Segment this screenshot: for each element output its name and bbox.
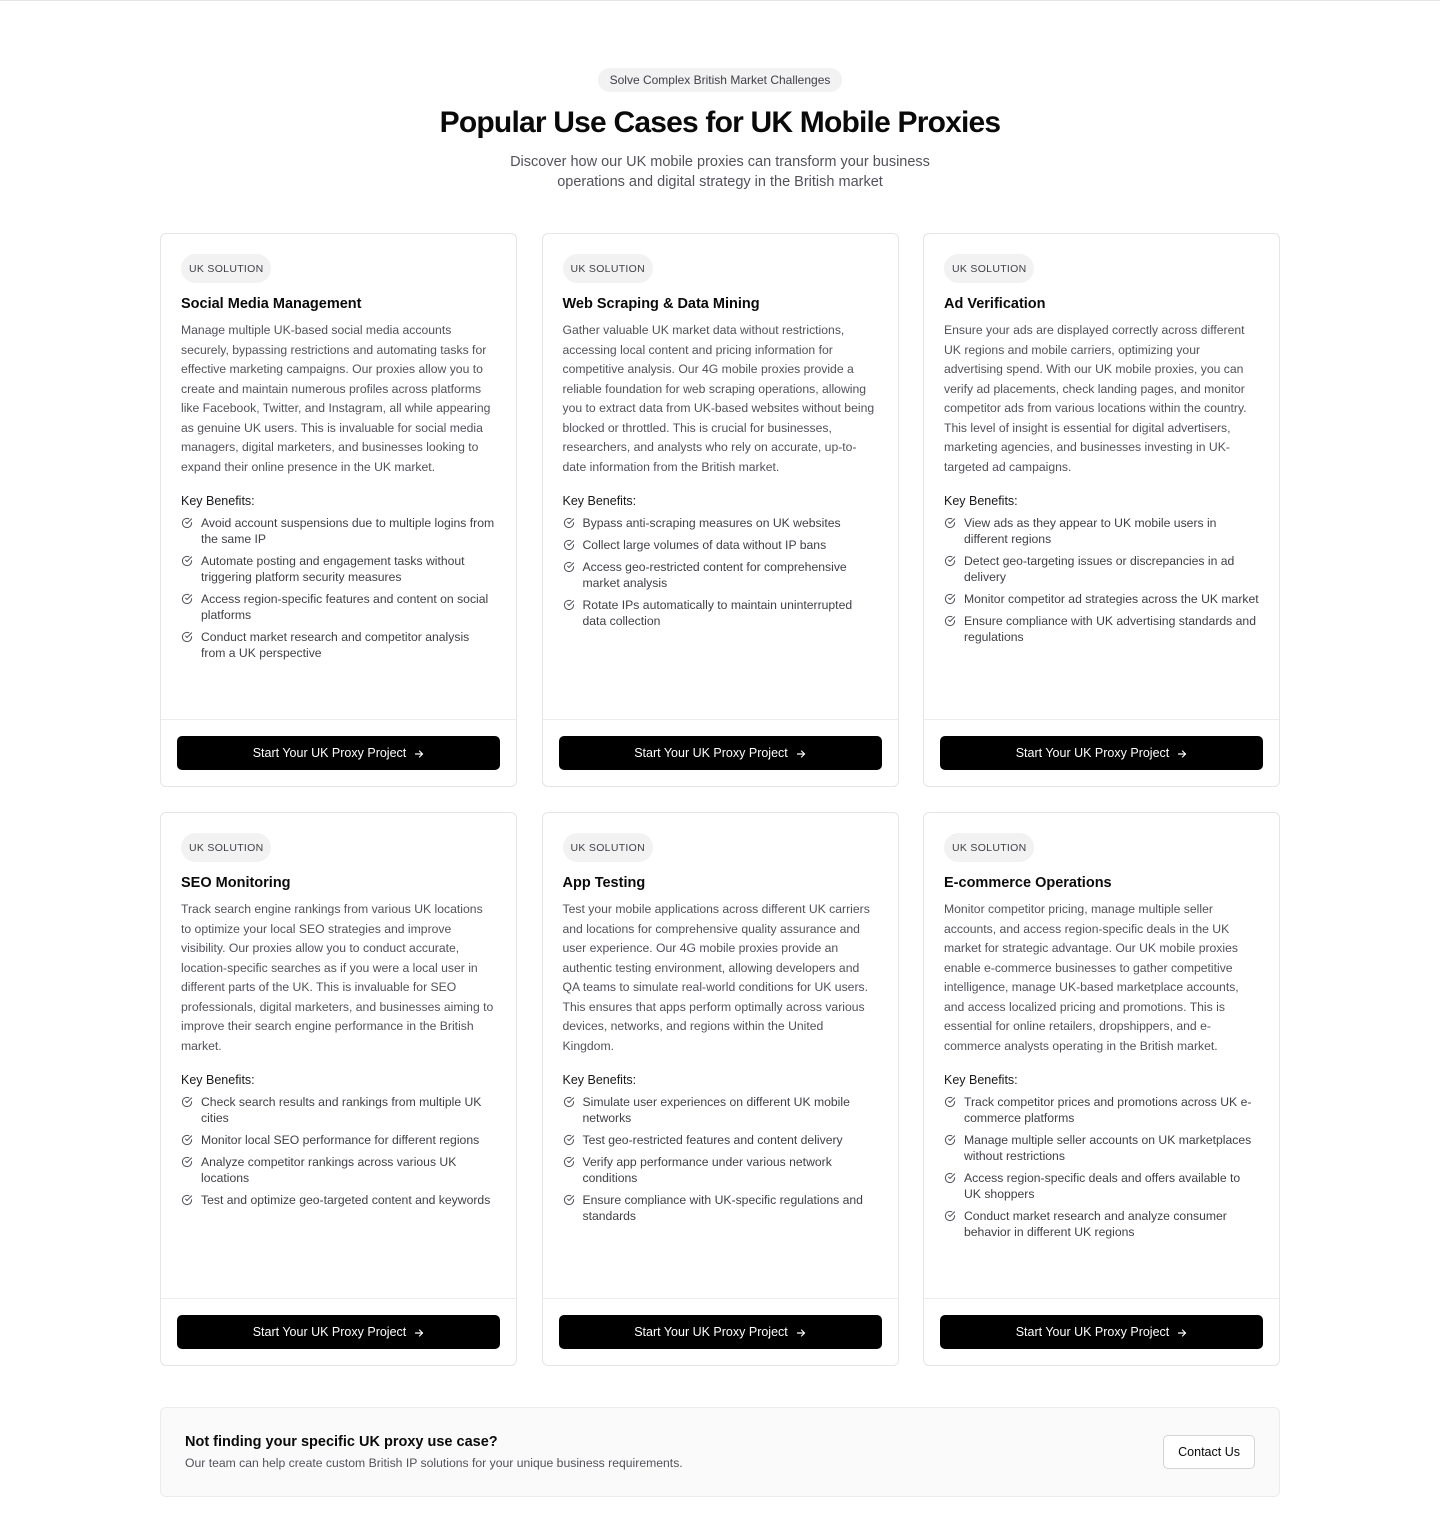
check-circle-icon [181, 1194, 193, 1206]
benefit-item [181, 515, 496, 547]
card-title: Web Scraping & Data Mining [562, 296, 760, 312]
benefit-text: Automate posting and engagement tasks without triggering platform security measures [201, 554, 465, 584]
contact-text [185, 1432, 683, 1472]
check-circle-icon [181, 555, 193, 567]
arrow-right-icon [414, 748, 424, 758]
benefit-item [181, 1192, 496, 1208]
card-footer [161, 1298, 516, 1365]
check-circle-icon [944, 517, 956, 529]
benefit-item [944, 1132, 1259, 1164]
section-header [160, 1, 1280, 192]
benefit-text: Conduct market research and competitor analysis from a UK perspective [201, 630, 470, 660]
benefit-item [181, 553, 496, 585]
card-footer [924, 719, 1279, 786]
check-circle-icon [181, 593, 193, 605]
benefit-text: Access region-specific features and content on social platforms [201, 592, 489, 622]
check-circle-icon [944, 593, 956, 605]
benefit-item [563, 515, 878, 531]
check-circle-icon [181, 517, 193, 529]
benefit-text: Access geo-restricted content for comprehensive market analysis [582, 560, 847, 590]
check-circle-icon [944, 1096, 956, 1108]
card-footer [924, 1298, 1279, 1365]
check-circle-icon [944, 1172, 956, 1184]
benefit-text: Verify app performance under various network conditions [582, 1155, 832, 1185]
card-title: E-commerce Operations [944, 875, 1112, 891]
card-description: Track search engine rankings from various UK locations to optimize your local SEO strategies and improve visibility. Our proxies allow you to conduct accurate, location-specific searches as if you were a local user in different parts of the UK. This is invaluable for SEO professionals, digital marketers, and businesses aiming to improve their search engine performance in the British market. [181, 902, 494, 1053]
benefit-item [944, 613, 1259, 645]
benefit-text: Collect large volumes of data without IP bans [582, 538, 827, 552]
card-footer [543, 1298, 898, 1365]
key-benefits-label: Key Benefits: [181, 494, 255, 508]
benefit-text: Test geo-restricted features and content delivery [582, 1133, 843, 1147]
card-body [161, 234, 516, 719]
start-project-label: Start Your UK Proxy Project [252, 1325, 407, 1339]
check-circle-icon [944, 1134, 956, 1146]
page-title: Popular Use Cases for UK Mobile Proxies [439, 106, 1001, 139]
benefit-item [944, 1170, 1259, 1202]
benefit-item [563, 1192, 878, 1224]
check-circle-icon [563, 1194, 575, 1206]
card-body [924, 234, 1279, 719]
solution-tag: UK SOLUTION [944, 833, 1034, 862]
use-case-card [542, 812, 899, 1366]
check-circle-icon [563, 539, 575, 551]
benefits-list [181, 1094, 496, 1208]
benefit-text: Ensure compliance with UK advertising standards and regulations [964, 614, 1256, 644]
benefit-text: Check search results and rankings from multiple UK cities [201, 1095, 482, 1125]
benefits-list [944, 1094, 1259, 1240]
key-benefits-label: Key Benefits: [562, 494, 637, 508]
benefit-text: Track competitor prices and promotions across UK e-commerce platforms [964, 1095, 1252, 1125]
card-description: Gather valuable UK market data without restrictions, accessing local content and pricing information for competitive analysis. Our 4G mobile proxies provide a reliable foundation for web scraping operations, allowing you to extract data from UK-based websites without being blocked or throttled. This is crucial for businesses, researchers, and analysts who rely on accurate, up-to-date information from the British market. [562, 323, 875, 474]
benefit-text: Bypass anti-scraping measures on UK websites [582, 516, 841, 530]
contact-subtitle: Our team can help create custom British IP solutions for your unique business requirements. [185, 1456, 683, 1470]
start-project-label: Start Your UK Proxy Project [634, 1325, 788, 1339]
solution-tag: UK SOLUTION [944, 254, 1034, 283]
benefit-item [944, 1094, 1259, 1126]
start-project-button[interactable] [940, 1315, 1263, 1349]
benefit-text: Analyze competitor rankings across various UK locations [201, 1155, 457, 1185]
check-circle-icon [944, 1210, 956, 1222]
card-footer [161, 719, 516, 786]
benefit-item [563, 559, 878, 591]
benefit-item [563, 597, 878, 629]
benefit-item [181, 1094, 496, 1126]
benefit-text: Test and optimize geo-targeted content and keywords [201, 1193, 491, 1207]
card-title: Ad Verification [944, 296, 1046, 312]
card-description: Test your mobile applications across different UK carriers and locations for comprehensive quality assurance and user experience. Our 4G mobile proxies provide an authentic testing environment, allowing developers and QA teams to simulate real-world conditions for UK users. This ensures that apps perform optimally across various devices, networks, and regions within the United Kingdom. [562, 902, 870, 1053]
benefit-text: Monitor local SEO performance for different regions [201, 1133, 480, 1147]
benefit-text: Rotate IPs automatically to maintain uninterrupted data collection [582, 598, 853, 628]
use-case-card [160, 233, 517, 787]
check-circle-icon [563, 517, 575, 529]
benefit-item [563, 1094, 878, 1126]
check-circle-icon [181, 1134, 193, 1146]
card-body [161, 813, 516, 1298]
arrow-right-icon [796, 748, 806, 758]
card-title: SEO Monitoring [181, 875, 291, 891]
use-case-grid [160, 233, 1280, 1366]
benefit-item [944, 1208, 1259, 1240]
card-description: Manage multiple UK-based social media accounts securely, bypassing restrictions and automating tasks for effective marketing campaigns. Our proxies allow you to create and maintain numerous profiles across platforms like Facebook, Twitter, and Instagram, all while appearing as genuine UK users. This is invaluable for social media managers, digital marketers, and businesses looking to expand their online presence in the UK market. [181, 323, 491, 474]
benefit-item [181, 1132, 496, 1148]
benefit-item [181, 629, 496, 661]
use-case-card [923, 233, 1280, 787]
check-circle-icon [563, 561, 575, 573]
contact-us-button[interactable]: Contact Us [1163, 1435, 1255, 1469]
start-project-button[interactable] [177, 736, 500, 770]
benefit-text: Access region-specific deals and offers available to UK shoppers [964, 1171, 1241, 1201]
page-subtitle: Discover how our UK mobile proxies can transform your business operations and digital strategy in the British market [510, 154, 930, 190]
check-circle-icon [181, 1156, 193, 1168]
benefit-text: Conduct market research and analyze consumer behavior in different UK regions [964, 1209, 1227, 1239]
benefit-item [944, 515, 1259, 547]
arrow-right-icon [1177, 1327, 1187, 1337]
benefit-text: Monitor competitor ad strategies across the UK market [964, 592, 1259, 606]
benefit-item [944, 591, 1259, 607]
start-project-button[interactable] [559, 1315, 882, 1349]
solution-tag: UK SOLUTION [181, 254, 271, 283]
card-description: Monitor competitor pricing, manage multiple seller accounts, and access region-specific deals in the UK market for strategic advantage. Our UK mobile proxies enable e-commerce businesses to gather competitive intelligence, manage UK-based marketplace accounts, and access localized pricing and promotions. This is essential for online retailers, dropshippers, and e-commerce analysts operating in the British market. [944, 902, 1239, 1053]
benefits-list [944, 515, 1259, 645]
start-project-button[interactable] [177, 1315, 500, 1349]
arrow-right-icon [796, 1327, 806, 1337]
benefit-text: Ensure compliance with UK-specific regulations and standards [582, 1193, 863, 1223]
card-description: Ensure your ads are displayed correctly across different UK regions and mobile carriers, optimizing your advertising spend. With our UK mobile proxies, you can verify ad placements, check landing pages, and monitor competitor ads from various locations within the country. This level of insight is essential for digital advertisers, marketing agencies, and businesses investing in UK-targeted ad campaigns. [944, 323, 1247, 474]
contact-callout [160, 1407, 1280, 1497]
card-body [924, 813, 1279, 1298]
start-project-label: Start Your UK Proxy Project [1015, 746, 1170, 760]
benefit-text: View ads as they appear to UK mobile users in different regions [964, 516, 1217, 546]
benefit-item [944, 553, 1259, 585]
benefit-item [181, 1154, 496, 1186]
card-title: Social Media Management [181, 296, 362, 312]
start-project-button[interactable] [940, 736, 1263, 770]
key-benefits-label: Key Benefits: [944, 494, 1018, 508]
key-benefits-label: Key Benefits: [181, 1073, 255, 1087]
use-case-card [923, 812, 1280, 1366]
check-circle-icon [944, 615, 956, 627]
eyebrow-badge: Solve Complex British Market Challenges [598, 68, 843, 92]
solution-tag: UK SOLUTION [563, 833, 653, 862]
benefit-item [181, 591, 496, 623]
use-case-card [542, 233, 899, 787]
check-circle-icon [563, 599, 575, 611]
card-footer [543, 719, 898, 786]
contact-title: Not finding your specific UK proxy use case? [185, 1434, 498, 1450]
check-circle-icon [563, 1156, 575, 1168]
benefit-item [563, 537, 878, 553]
key-benefits-label: Key Benefits: [562, 1073, 637, 1087]
benefit-text: Simulate user experiences on different UK mobile networks [582, 1095, 850, 1125]
start-project-button[interactable] [559, 736, 882, 770]
arrow-right-icon [414, 1327, 424, 1337]
benefits-list [181, 515, 496, 661]
start-project-label: Start Your UK Proxy Project [634, 746, 788, 760]
benefits-list [563, 515, 878, 629]
benefit-text: Detect geo-targeting issues or discrepancies in ad delivery [964, 554, 1235, 584]
start-project-label: Start Your UK Proxy Project [1015, 1325, 1170, 1339]
use-case-card [160, 812, 517, 1366]
solution-tag: UK SOLUTION [563, 254, 653, 283]
check-circle-icon [563, 1134, 575, 1146]
check-circle-icon [181, 631, 193, 643]
card-title: App Testing [562, 875, 646, 891]
check-circle-icon [181, 1096, 193, 1108]
benefit-text: Manage multiple seller accounts on UK marketplaces without restrictions [964, 1133, 1252, 1163]
start-project-label: Start Your UK Proxy Project [252, 746, 407, 760]
check-circle-icon [944, 555, 956, 567]
arrow-right-icon [1177, 748, 1187, 758]
solution-tag: UK SOLUTION [181, 833, 271, 862]
card-body [543, 813, 898, 1298]
benefit-item [563, 1132, 878, 1148]
key-benefits-label: Key Benefits: [944, 1073, 1018, 1087]
benefit-text: Avoid account suspensions due to multiple logins from the same IP [201, 516, 495, 546]
benefits-list [563, 1094, 878, 1224]
check-circle-icon [563, 1096, 575, 1108]
benefit-item [563, 1154, 878, 1186]
card-body [543, 234, 898, 719]
